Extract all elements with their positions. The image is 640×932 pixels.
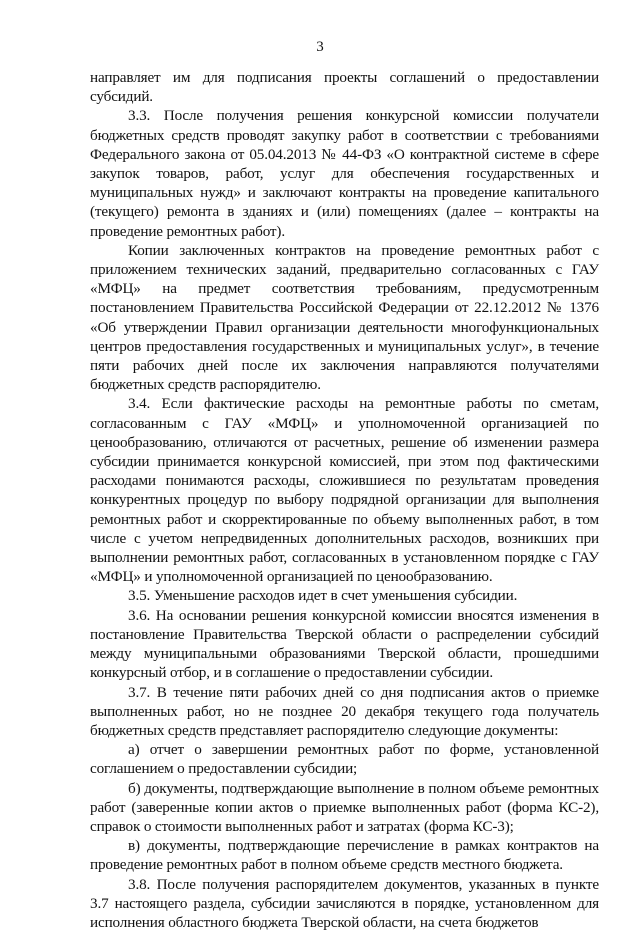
- paragraph-3-3: 3.3. После получения решения конкурсной комиссии получатели бюджетных средств проводят закупку работ в соответствии с требованиями Федерального закона от 05.04.2013 № 44-ФЗ «О контрактной системе в сфере закупок товаров, работ, услуг для обеспечения государственных и муниципальных нужд» и заключают контракты на проведение капитального (текущего) ремонта в зданиях и (или) помещениях (далее – контракты на проведение ремонтных работ).: [90, 107, 599, 240]
- list-item-b: б) документы, подтверждающие выполнение в полном объеме ремонтных работ (заверенные копии актов о приемке выполненных работ (форма КС-2), справок о стоимости выполненных работ и затратах (форма КС-3);: [90, 779, 599, 835]
- paragraph-3-8: 3.8. После получения распорядителем документов, указанных в пункте 3.7 настоящего раздела, субсидии зачисляются в порядке, установленном для исполнения областного бюджета Тверской области, на счета бюджетов: [90, 875, 599, 931]
- page-number: 3: [316, 39, 324, 55]
- paragraph-3-6: 3.6. На основании решения конкурсной комиссии вносятся изменения в постановление Правительства Тверской области о распределении субсидий между муниципальными образованиями Тверской области, прошедшими конкурсный отбор, и в соглашение о предоставлении субсидии.: [90, 606, 599, 682]
- paragraph-3-4: 3.4. Если фактические расходы на ремонтные работы по сметам, согласованным с ГАУ «МФЦ» и уполномоченной организацией по ценообразованию, отличаются от расчетных, решение об изменении размера субсидии принимается конкурсной комиссией, при этом под фактическими расходами понимаются расходы, сложившиеся по результатам проведения конкурентных процедур по выбору подрядной организации для выполнения ремонтных работ и скорректированные по объему выполненных работ, в том числе с учетом непредвиденных дополнительных расходов, возникших при выполнении ремонтных работ, согласованных в установленном порядке с ГАУ «МФЦ» и уполномоченной организацией по ценообразованию.: [90, 395, 599, 586]
- paragraph-contract-copies: Копии заключенных контрактов на проведение ремонтных работ с приложением технических заданий, предварительно согласованных с ГАУ «МФЦ» на предмет соответствия требованиям, предусмотренным постановлением Правительства Российской Федерации от 22.12.2012 № 1376 «Об утверждении Правил организации деятельности многофункциональных центров предоставления государственных и муниципальных услуг», в течение пяти рабочих дней после их заключения направляются получателями бюджетных средств распорядителю.: [90, 241, 599, 394]
- paragraph-3-7: 3.7. В течение пяти рабочих дней со дня подписания актов о приемке выполненных работ, но не позднее 20 декабря текущего года получатель бюджетных средств представляет распорядителю следующие документы:: [90, 683, 599, 739]
- document-body: [90, 68, 599, 932]
- list-item-a: а) отчет о завершении ремонтных работ по форме, установленной соглашением о предоставлении субсидии;: [90, 741, 599, 778]
- paragraph-3-5: 3.5. Уменьшение расходов идет в счет уменьшения субсидии.: [128, 587, 518, 605]
- paragraph-continuation: направляет им для подписания проекты соглашений о предоставлении субсидий.: [90, 69, 599, 106]
- list-item-v: в) документы, подтверждающие перечисление в рамках контрактов на проведение ремонтных работ в полном объеме средств местного бюджета.: [90, 837, 599, 874]
